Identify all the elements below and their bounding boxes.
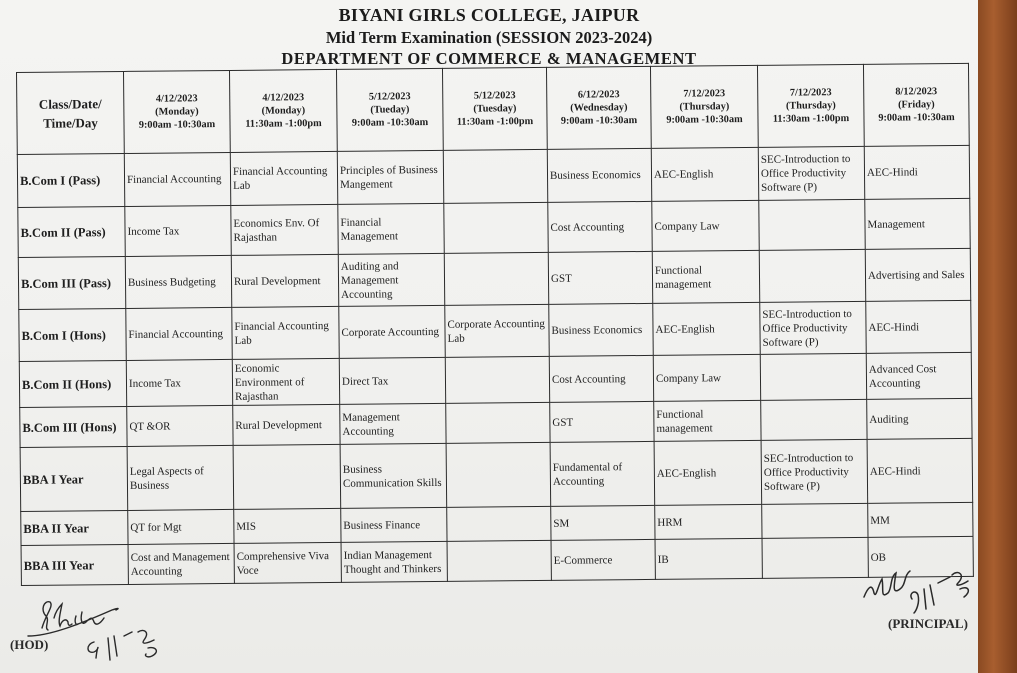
subject-cell: Financial Accounting Lab [232,306,339,359]
subject-cell: HRM [655,504,762,539]
column-day: (Friday) [897,99,935,111]
subject-cell: Financial Accounting [124,152,231,206]
class-name-cell: BBA II Year [21,510,128,545]
subject-cell [759,199,865,250]
schedule-body [17,145,973,585]
subject-cell: Business Finance [341,507,447,542]
column-time: 9:00am -10:30am [666,114,743,126]
class-name-cell: B.Com I (Pass) [17,153,125,207]
column-date: 4/12/2023 [262,92,305,104]
subject-cell: Functional management [652,250,759,303]
subject-cell [446,402,550,443]
subject-cell: MM [868,502,973,537]
subject-cell: Cost Accounting [549,355,653,402]
subject-cell: Auditing [867,398,972,439]
subject-cell: AEC-English [651,147,759,201]
subject-cell: SM [551,505,655,540]
date-column-header [757,64,864,147]
subject-cell: Management [865,198,970,249]
column-time: 9:00am -10:30am [560,115,638,127]
subject-cell [446,442,551,507]
subject-cell: Business Budgeting [125,255,231,308]
column-date: 5/12/2023 [368,91,411,103]
subject-cell: Rural Development [233,404,340,445]
subject-cell [760,353,866,400]
subject-cell: SEC-Introduction to Office Productivity Software (P) [760,301,866,354]
column-day: (Monday) [261,105,306,117]
column-time: 9:00am -10:30am [138,119,216,131]
date-column-header [442,67,547,150]
subject-cell: Cost and Management Accounting [128,543,234,584]
column-day: (Thursday) [679,101,730,113]
class-name-cell: BBA III Year [21,544,128,585]
class-row [17,145,969,207]
subject-cell [445,356,549,403]
column-day: (Tueday) [370,104,410,116]
subject-cell: Financial Accounting Lab [230,151,338,205]
subject-cell: Economic Environment of Rajasthan [232,358,339,405]
wooden-desk-background [978,0,1017,673]
column-day: (Thursday) [785,100,836,112]
column-date: 6/12/2023 [577,89,620,101]
subject-cell: Fundamental of Accounting [550,441,655,506]
subject-cell: AEC-Hindi [864,145,970,199]
hod-signature [20,596,165,671]
column-time: 11:30am -1:00pm [245,118,322,130]
subject-cell: Income Tax [126,359,232,406]
subject-cell: Cost Accounting [548,201,652,252]
corner-label-line: Class/Date/ [38,95,102,112]
column-date: 4/12/2023 [155,93,198,105]
class-row [20,438,973,511]
subject-cell: AEC-English [653,302,760,355]
class-name-cell: B.Com I (Hons) [19,308,126,361]
subject-cell: Corporate Accounting [339,305,445,358]
column-time: 9:00am -10:30am [351,117,429,129]
subject-cell: AEC-Hindi [867,438,973,503]
class-row [19,300,971,361]
column-time: 9:00am -10:30am [878,111,955,124]
header-row [17,63,970,154]
subject-cell: MIS [234,508,341,543]
subject-cell [447,540,551,581]
column-date: 5/12/2023 [473,90,516,102]
column-date: 7/12/2023 [789,87,832,99]
college-name: BIYANI GIRLS COLLEGE, JAIPUR [338,5,640,25]
subject-cell: Economics Env. Of Rajasthan [231,204,338,255]
date-column-header [336,68,443,151]
date-column-header [650,65,758,148]
subject-cell: Corporate Accounting Lab [445,304,549,357]
subject-cell: GST [548,251,652,304]
subject-cell: Indian Management Thought and Thinkers [341,541,447,582]
subject-cell [233,444,341,509]
subject-cell [444,252,548,305]
subject-cell [759,249,865,302]
class-row [18,198,970,257]
class-name-cell: B.Com III (Pass) [18,256,125,309]
subject-cell [443,149,548,203]
column-date: 8/12/2023 [895,86,938,98]
subject-cell: Legal Aspects of Business [127,445,234,510]
subject-cell: Company Law [653,354,760,401]
subject-cell: Comprehensive Viva Voce [234,542,341,583]
subject-cell: OB [868,536,973,577]
class-name-cell: BBA I Year [20,446,128,511]
subject-cell: Business Communication Skills [340,443,447,508]
subject-cell: SEC-Introduction to Office Productivity Software (P) [761,439,868,504]
principal-label: (PRINCIPAL) [888,616,968,631]
corner-header-cell [17,71,125,154]
column-date: 7/12/2023 [683,88,726,100]
corner-label-line: Time/Day [43,114,98,131]
column-day: (Monday) [155,106,199,118]
class-name-cell: B.Com II (Pass) [18,206,125,257]
subject-cell [762,537,868,578]
department-title: DEPARTMENT OF COMMERCE & MANAGEMENT [281,49,697,68]
subject-cell: Financial Accounting [126,307,232,360]
subject-cell [447,506,551,541]
hod-label: (HOD) [10,637,49,652]
date-column-header [229,69,337,152]
subject-cell [762,503,868,538]
principal-signature [858,555,978,617]
class-name-cell: B.Com III (Hons) [20,406,127,447]
subject-cell: Company Law [652,200,759,251]
column-time: 11:30am -1:00pm [456,116,534,128]
subject-cell: SEC-Introduction to Office Productivity Software (P) [758,146,865,200]
subject-cell: Income Tax [125,205,231,256]
subject-cell: AEC-Hindi [866,300,971,353]
exam-schedule-table [16,63,974,586]
class-row [18,248,970,309]
date-column-header [123,70,230,153]
subject-cell: GST [550,401,654,442]
date-column-header [863,63,969,146]
column-day: (Tuesday) [473,103,517,115]
subject-cell [444,202,548,253]
subject-cell: Advertising and Sales [865,248,970,301]
subject-cell: AEC-English [654,440,762,505]
subject-cell: Auditing and Management Accounting [338,253,444,306]
subject-cell: E-Commerce [551,539,655,580]
column-time: 11:30am -1:00pm [772,113,850,125]
subject-cell: QT for Mgt [128,509,234,544]
subject-cell: Management Accounting [340,403,446,444]
class-name-cell: B.Com II (Hons) [19,360,126,407]
subject-cell: Financial Management [338,203,444,254]
subject-cell: Rural Development [231,254,338,307]
subject-cell: QT &OR [127,405,233,446]
subject-cell: Advanced Cost Accounting [866,352,971,399]
date-column-header [546,66,651,149]
subject-cell: Direct Tax [339,357,445,404]
subject-cell: Business Economics [547,148,652,202]
subject-cell [761,399,867,440]
subject-cell: IB [655,538,762,579]
class-row [21,536,973,585]
subject-cell: Business Economics [549,303,653,356]
subject-cell: Principles of Business Mangement [337,150,444,204]
exam-title: Mid Term Examination (SESSION 2023-2024) [325,28,653,47]
subject-cell: Functional management [654,400,761,441]
column-day: (Wednesday) [570,102,628,114]
